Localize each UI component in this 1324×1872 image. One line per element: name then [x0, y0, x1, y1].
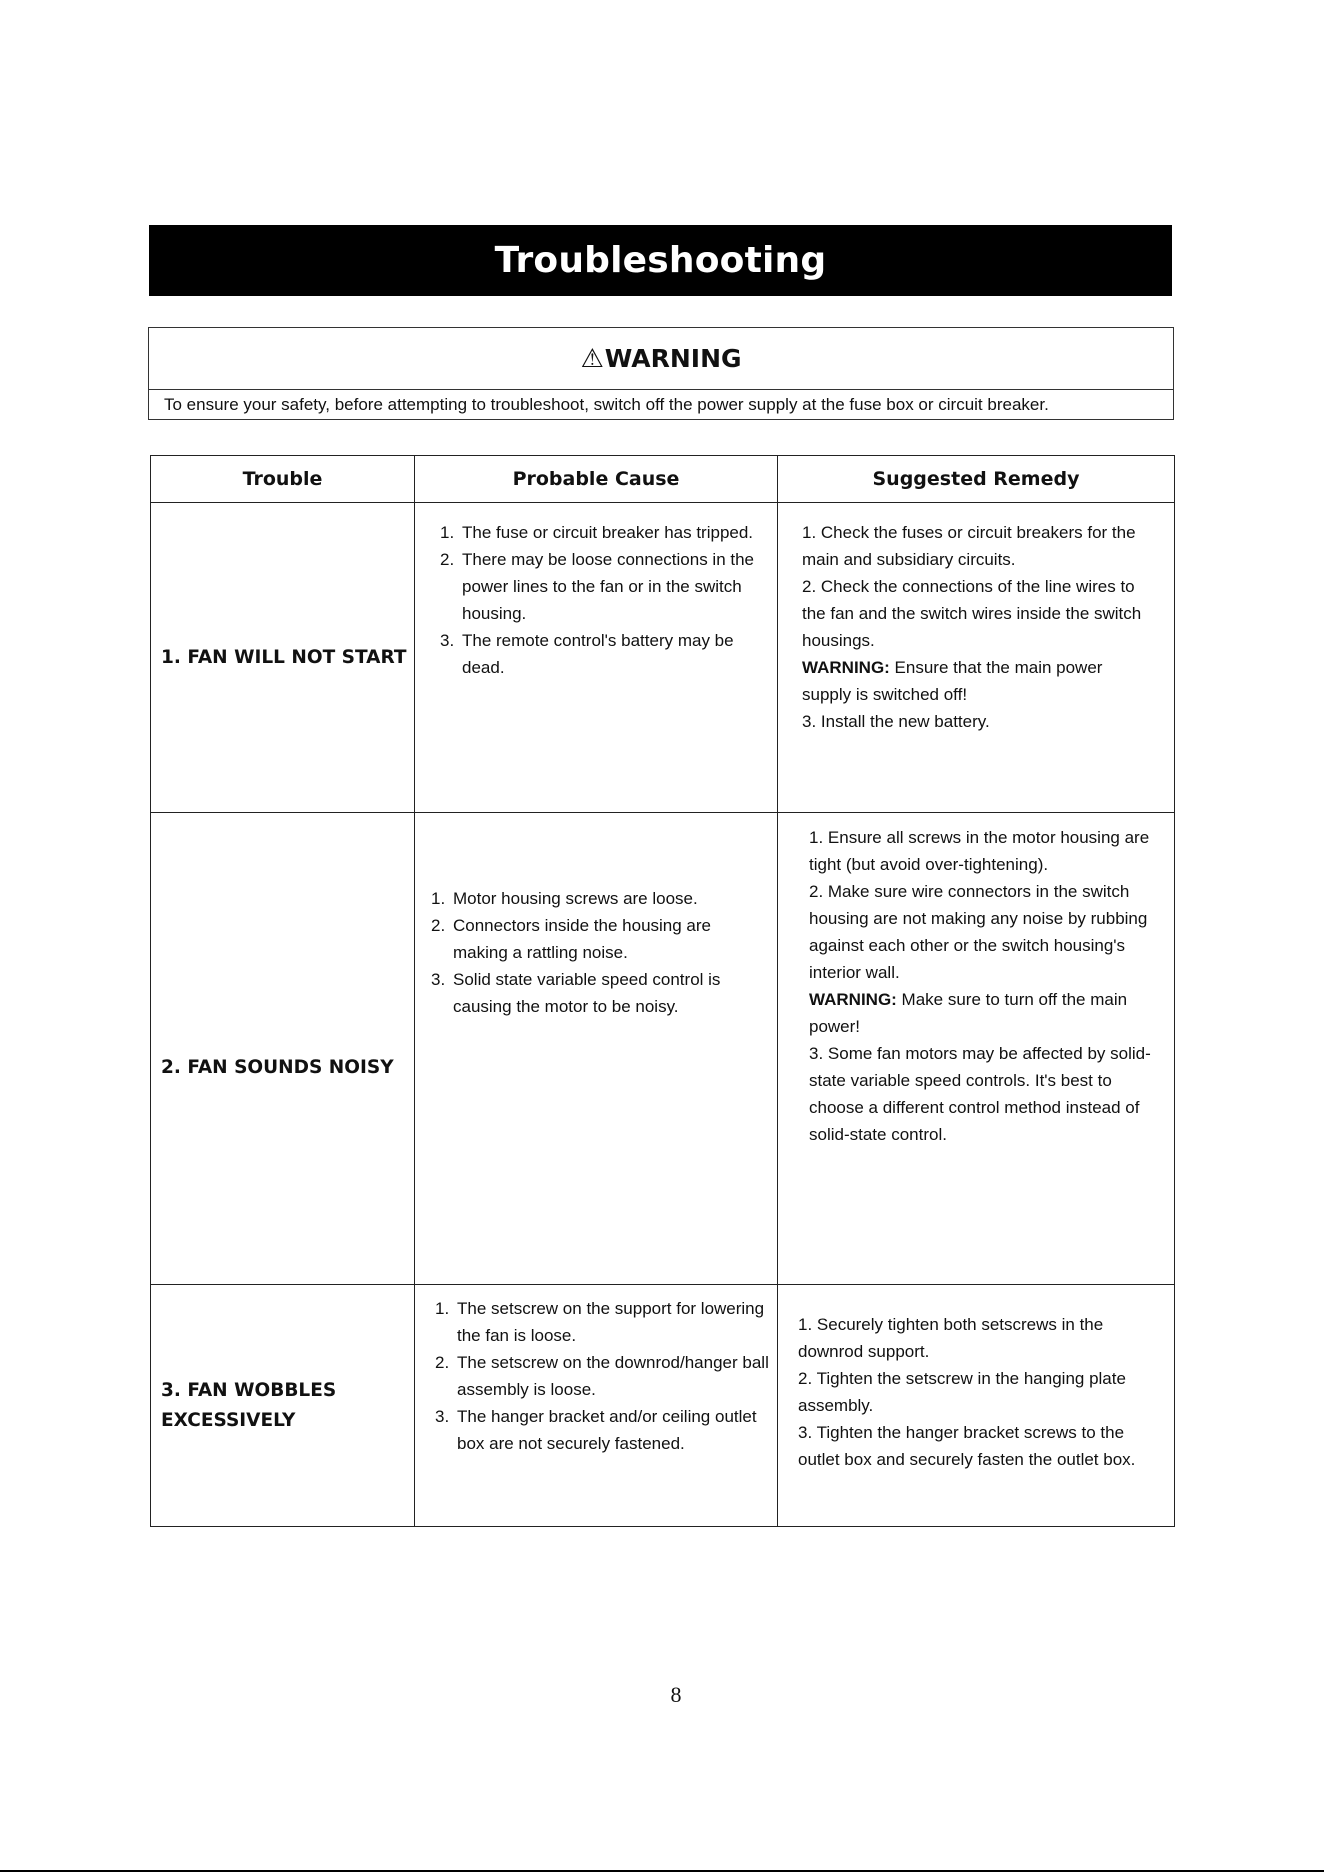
trouble-label: 1. FAN WILL NOT START	[161, 646, 407, 668]
trouble-cell	[151, 503, 415, 813]
list-item: 2. There may be loose connections in the power lines to the fan or in the switch housing.	[440, 550, 755, 623]
table-row	[151, 503, 1175, 813]
remedy-step: 1. Check the fuses or circuit breakers for the main and subsidiary circuits.	[802, 523, 1136, 569]
remedy-cell	[778, 1285, 1175, 1527]
list-item: 3. The hanger bracket and/or ceiling outlet box are not securely fastened.	[435, 1407, 757, 1453]
warning-triangle-icon: ⚠	[580, 343, 604, 374]
list-item: 2. Connectors inside the housing are making a rattling noise.	[431, 916, 711, 962]
remedy-step: 2. Tighten the setscrew in the hanging plate assembly.	[798, 1369, 1126, 1415]
warning-text: To ensure your safety, before attempting to troubleshoot, switch off the power supply at the fuse box or circuit breaker.	[164, 395, 1049, 414]
remedy-warning	[809, 986, 1154, 1040]
trouble-label-continued: EXCESSIVELY	[161, 1409, 296, 1431]
column-header-probable-cause: Probable Cause	[415, 456, 778, 503]
warning-title: WARNING	[604, 344, 742, 373]
list-item: 1. The setscrew on the support for lowering the fan is loose.	[435, 1299, 765, 1345]
table-row	[151, 813, 1175, 1285]
remedy-cell	[778, 503, 1175, 813]
cause-list	[435, 1295, 769, 1457]
remedy-step: 2. Make sure wire connectors in the switch housing are not making any noise by rubbing against each other or the switch housing's interior wall.	[809, 882, 1148, 982]
column-header-trouble: Trouble	[151, 456, 415, 503]
cause-list	[440, 519, 769, 681]
remedy-warning-text: Ensure that the main power supply is switched off!	[802, 658, 1103, 704]
trouble-label: 3. FAN WOBBLES	[161, 1379, 337, 1401]
remedy-step: 3. Install the new battery.	[802, 712, 990, 731]
remedy-warning	[802, 654, 1154, 708]
cause-list	[431, 885, 769, 1020]
page-number: 8	[670, 1682, 682, 1707]
warning-box	[148, 327, 1174, 420]
list-item: 2. The setscrew on the downrod/hanger ball assembly is loose.	[435, 1353, 769, 1399]
cause-cell	[415, 813, 778, 1285]
remedy-step: 1. Ensure all screws in the motor housing are tight (but avoid over-tightening).	[809, 828, 1150, 874]
column-header-suggested-remedy: Suggested Remedy	[778, 456, 1175, 503]
cause-cell	[415, 503, 778, 813]
list-item: 3. The remote control's battery may be dead.	[440, 631, 734, 677]
list-item: 1. Motor housing screws are loose.	[431, 889, 698, 908]
trouble-cell	[151, 813, 415, 1285]
table-row	[151, 1285, 1175, 1527]
remedy-warning-text: Make sure to turn off the main power!	[809, 990, 1128, 1036]
remedy-warning-label: WARNING:	[802, 658, 890, 677]
list-item: 3. Solid state variable speed control is causing the motor to be noisy.	[431, 970, 721, 1016]
remedy-step: 2. Check the connections of the line wires to the fan and the switch wires inside the switch housings.	[802, 577, 1142, 650]
table-header-row	[151, 456, 1175, 503]
remedy-step: 3. Tighten the hanger bracket screws to the outlet box and securely fasten the outlet box.	[798, 1423, 1136, 1469]
list-item: 1. The fuse or circuit breaker has tripped.	[440, 523, 754, 542]
cause-cell	[415, 1285, 778, 1527]
remedy-warning-label: WARNING:	[809, 990, 897, 1009]
trouble-label: 2. FAN SOUNDS NOISY	[161, 1057, 394, 1078]
remedy-step: 1. Securely tighten both setscrews in the downrod support.	[798, 1315, 1104, 1361]
page-title: Troubleshooting	[149, 225, 1172, 296]
troubleshooting-table	[150, 455, 1175, 1527]
trouble-cell	[151, 1285, 415, 1527]
warning-header	[149, 328, 1173, 390]
remedy-step: 3. Some fan motors may be affected by solid-state variable speed controls. It's best to choose a different control method instead of solid-state control.	[809, 1044, 1151, 1144]
remedy-cell	[778, 813, 1175, 1285]
